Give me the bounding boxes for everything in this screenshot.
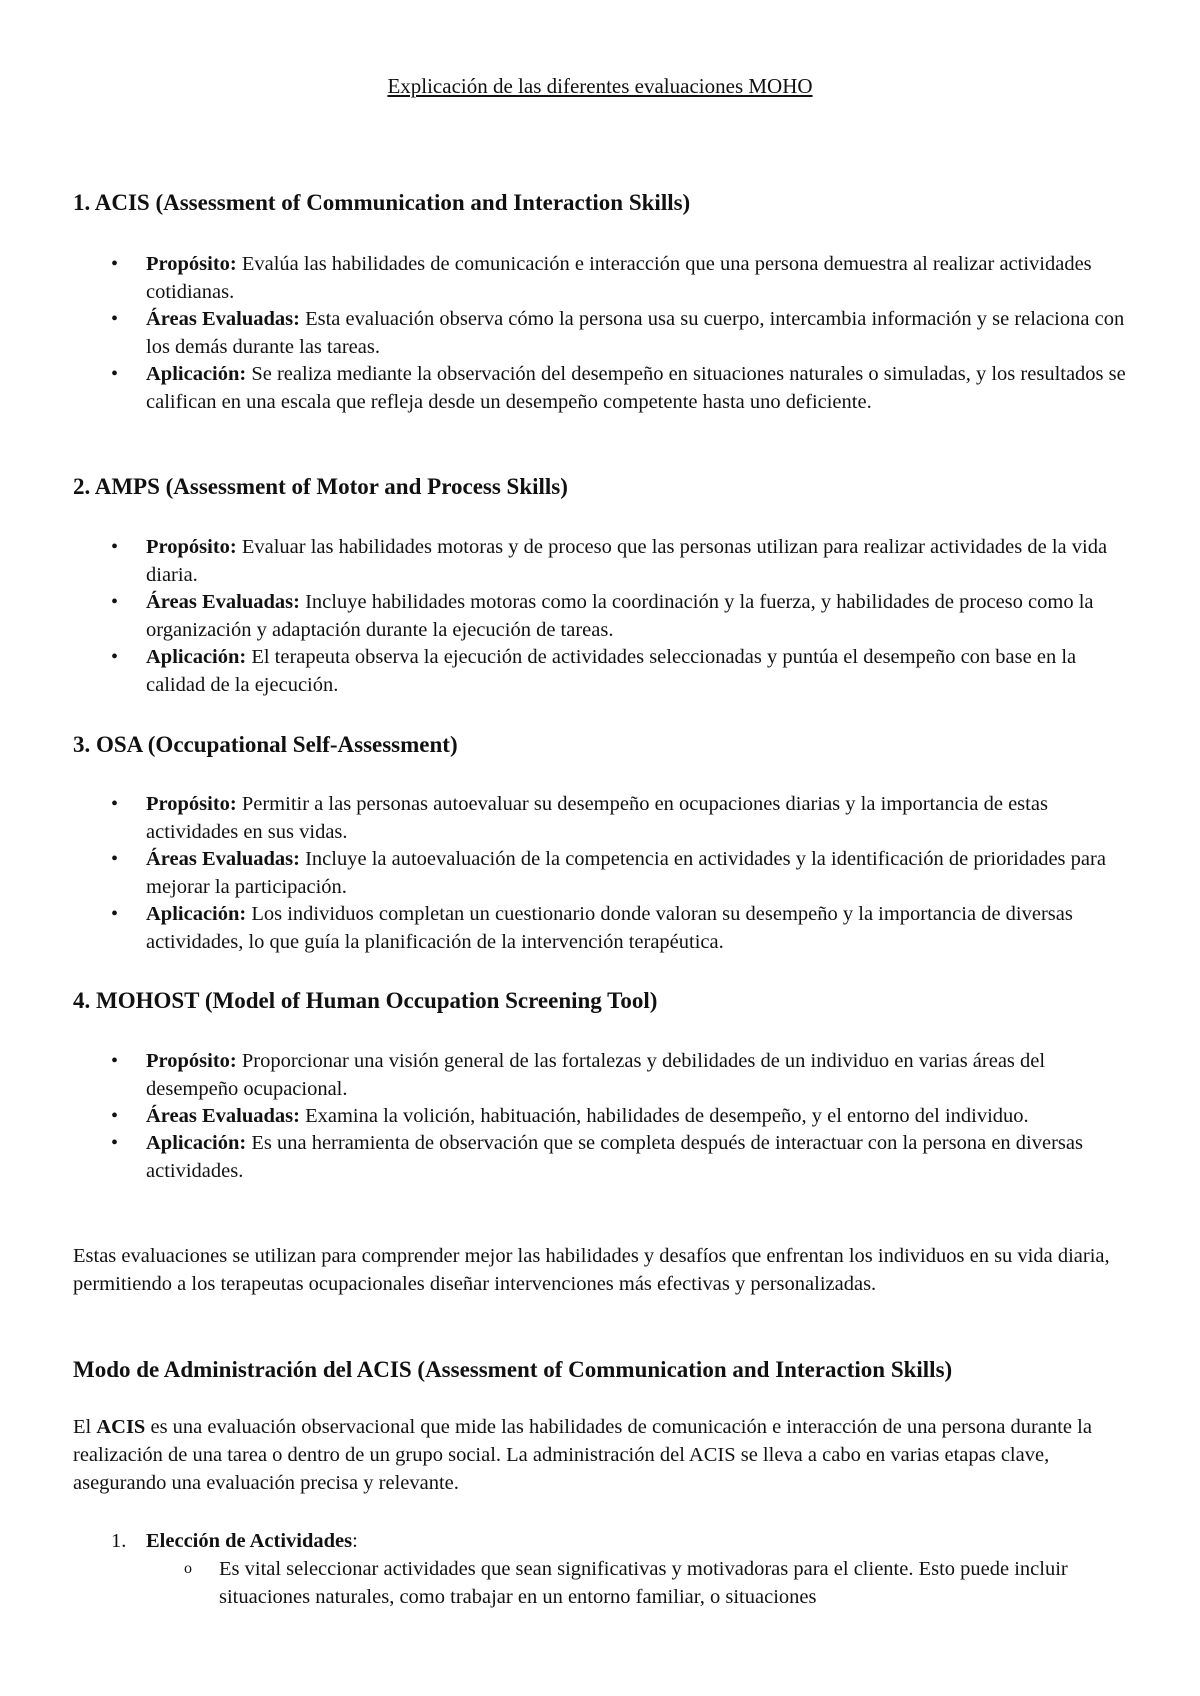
bullet-icon: • (111, 308, 119, 330)
item-text: Proporcionar una visión general de las fortalezas y debilidades de un individuo en varias áreas del desempeño ocupacional. (146, 1050, 1046, 1100)
bullet-icon: • (111, 646, 119, 668)
section-heading-mohost: 4. MOHOST (Model of Human Occupation Screening Tool) (73, 988, 658, 1013)
summary-paragraph: Estas evaluaciones se utilizan para comprender mejor las habilidades y desafíos que enfrentan los individuos en su vida diaria, permitiendo a los terapeutas ocupacionales diseñar intervenciones más efectivas y personalizadas. (73, 1245, 1110, 1295)
item-text: El terapeuta observa la ejecución de actividades seleccionadas y puntúa el desempeño con base en la calidad de la ejecución. (146, 646, 1077, 696)
document-title: Explicación de las diferentes evaluaciones MOHO (387, 74, 813, 98)
list-item (73, 588, 1133, 644)
section-list-acis (73, 250, 1133, 415)
item-label: Aplicación: (146, 903, 247, 925)
bullet-icon: • (111, 253, 119, 275)
list-item (73, 790, 1133, 846)
item-text: Evaluar las habilidades motoras y de proceso que las personas utilizan para realizar actividades de la vida diaria. (146, 536, 1108, 586)
item-label: Aplicación: (146, 1132, 247, 1154)
item-label: Propósito: (146, 1050, 237, 1072)
sub-item-text: Es vital seleccionar actividades que sean significativas y motivadoras para el cliente. Esto puede incluir situaciones naturales, como trabajar en un entorno familiar, o situaciones (219, 1558, 1068, 1608)
bullet-icon: • (111, 536, 119, 558)
bullet-icon: • (111, 848, 119, 870)
list-item (73, 845, 1133, 901)
list-item: 1. Elección de Actividades: o Es vital seleccionar actividades que sean significativas y motivadoras para el cliente. Esto puede incluir situaciones naturales, como trabajar en un entorno familiar, o situaciones (73, 1527, 1133, 1611)
section-heading-acis: 1. ACIS (Assessment of Communication and Interaction Skills) (73, 190, 691, 215)
bullet-icon: • (111, 793, 119, 815)
list-item (73, 1129, 1133, 1185)
circle-bullet-icon: o (184, 1560, 192, 1577)
item-label: Áreas Evaluadas: (146, 308, 300, 330)
section-heading-amps: 2. AMPS (Assessment of Motor and Process Skills) (73, 474, 568, 499)
item-text: Esta evaluación observa cómo la persona usa su cuerpo, intercambia información y se relaciona con los demás durante las tareas. (146, 308, 1125, 358)
item-text: Examina la volición, habituación, habilidades de desempeño, y el entorno del individuo. (299, 1105, 1029, 1127)
item-text: Los individuos completan un cuestionario donde valoran su desempeño y la importancia de diversas actividades, lo que guía la planificación de la intervención terapéutica. (146, 903, 1073, 953)
list-item (73, 900, 1133, 956)
list-item (73, 643, 1133, 699)
step-number: 1. (111, 1530, 127, 1552)
step-label: Elección de Actividades (146, 1530, 353, 1552)
item-label: Aplicación: (146, 363, 247, 385)
item-label: Propósito: (146, 536, 237, 558)
item-text: Incluye habilidades motoras como la coordinación y la fuerza, y habilidades de proceso como la organización y adaptación durante la ejecución de tareas. (146, 591, 1094, 641)
section-list-osa (73, 790, 1133, 955)
list-item (73, 305, 1133, 361)
item-text: Permitir a las personas autoevaluar su desempeño en ocupaciones diarias y la importancia de estas actividades en sus vidas. (146, 793, 1048, 843)
bullet-icon: • (111, 903, 119, 925)
bullet-icon: • (111, 1105, 119, 1127)
list-item (146, 1555, 1133, 1611)
bullet-icon: • (111, 591, 119, 613)
item-text: Es una herramienta de observación que se completa después de interactuar con la persona en diversas actividades. (146, 1132, 1083, 1182)
admin-paragraph: El ACIS es una evaluación observacional que mide las habilidades de comunicación e interacción de una persona durante la realización de una tarea o dentro de un grupo social. La administración del ACIS se lleva a cabo en varias etapas clave, asegurando una evaluación precisa y relevante. (73, 1416, 1092, 1494)
item-text: Evalúa las habilidades de comunicación e interacción que una persona demuestra al realizar actividades cotidianas. (146, 253, 1092, 303)
section-list-mohost (73, 1047, 1133, 1184)
item-label: Áreas Evaluadas: (146, 848, 300, 870)
item-text: Incluye la autoevaluación de la competencia en actividades y la identificación de prioridades para mejorar la participación. (146, 848, 1106, 898)
item-label: Áreas Evaluadas: (146, 591, 300, 613)
bullet-icon: • (111, 1050, 119, 1072)
item-label: Aplicación: (146, 646, 247, 668)
list-item (73, 1047, 1133, 1103)
bullet-icon: • (111, 363, 119, 385)
step-sub-list (146, 1555, 1133, 1611)
item-label: Propósito: (146, 793, 237, 815)
section-list-amps (73, 533, 1133, 698)
item-text: Se realiza mediante la observación del desempeño en situaciones naturales o simuladas, y los resultados se califican en una escala que refleja desde un desempeño competente hasta uno deficiente. (146, 363, 1126, 413)
item-label: Propósito: (146, 253, 237, 275)
admin-steps-list (73, 1527, 1133, 1611)
bullet-icon: • (111, 1132, 119, 1154)
list-item (73, 1102, 1133, 1130)
acis-bold-term: ACIS (96, 1416, 146, 1438)
list-item (73, 250, 1133, 306)
section-heading-osa: 3. OSA (Occupational Self-Assessment) (73, 732, 458, 757)
admin-heading: Modo de Administración del ACIS (Assessment of Communication and Interaction Skills) (73, 1357, 953, 1382)
list-item (73, 533, 1133, 589)
item-label: Áreas Evaluadas: (146, 1105, 300, 1127)
list-item (73, 360, 1133, 416)
